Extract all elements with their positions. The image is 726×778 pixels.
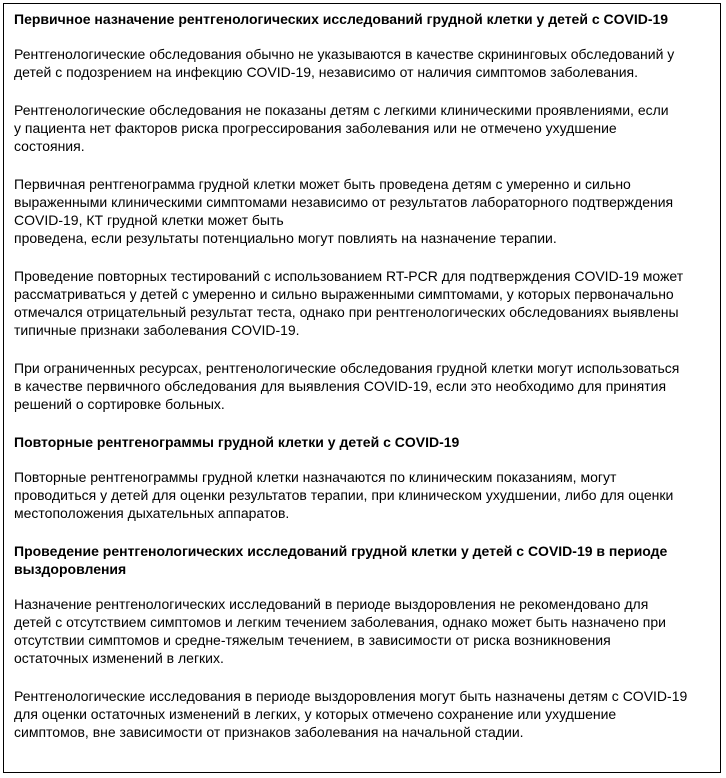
paragraph: Рентгенологические обследования обычно не указываются в качестве скрининговых обследований у детей с подозрением на инфекцию COVID-19, независимо от наличия симптомов заболевания. xyxy=(14,46,675,80)
paragraph: Повторные рентгенограммы грудной клетки назначаются по клиническим показаниям, могут проводиться у детей для оценки результатов терапии, при клиническом ухудшении, либо для оценки местоположения дыхательных аппаратов. xyxy=(14,469,674,521)
paragraph: При ограниченных ресурсах, рентгенологические обследования грудной клетки могут использоваться в качестве первичного обследования для выявления COVID-19, если это необходимо для принятия решений о сортировке больных. xyxy=(14,360,680,412)
section-heading-primary-imaging: Первичное назначение рентгенологических исследований грудной клетки у детей с COVID-19 xyxy=(14,11,669,27)
paragraph: Назначение рентгенологических исследований в периоде выздоровления не рекомендовано для детей с отсутствием симптомов и легким течением заболевания, однако может быть назначено при отсутствии симптомов и средне-тяжелым течением, в зависимости от риска возникновения остаточных изменений в легких. xyxy=(14,596,666,666)
section-heading-repeat-radiographs: Повторные рентгенограммы грудной клетки у детей с COVID-19 xyxy=(14,434,460,450)
section-heading-recovery-imaging: Проведение рентгенологических исследований грудной клетки у детей с COVID-19 в периоде выздоровления xyxy=(14,543,668,577)
paragraph: Рентгенологические обследования не показаны детям с легкими клиническими проявлениями, если у пациента нет факторов риска прогрессирования заболевания или не отмечено ухудшение состояния. xyxy=(14,102,669,154)
paragraph: Первичная рентгенограмма грудной клетки может быть проведена детям с умеренно и сильно выраженными клиническими симптомами независимо от результатов лабораторного подтверждения COVID-19, КТ грудной клетки может быть проведена, если результаты потенциально могут повлиять на назначение терапии. xyxy=(14,176,674,246)
paragraph: Проведение повторных тестирований с использованием RT-PCR для подтверждения COVID-19 может рассматриваться у детей с умеренно и сильно выраженными симптомами, у которых первоначально отмечался отрицательный результат теста, однако при рентгенологических обследованиях выявлены типичные признаки заболевания COVID-19. xyxy=(14,268,684,338)
paragraph: Рентгенологические исследования в периоде выздоровления могут быть назначены детям с COVID-19 для оценки остаточных изменений в легких, у которых отмечено сохранение или ухудшение симптомов, вне зависимости от признаков заболевания на начальной стадии. xyxy=(14,688,688,740)
document-frame xyxy=(3,3,721,773)
